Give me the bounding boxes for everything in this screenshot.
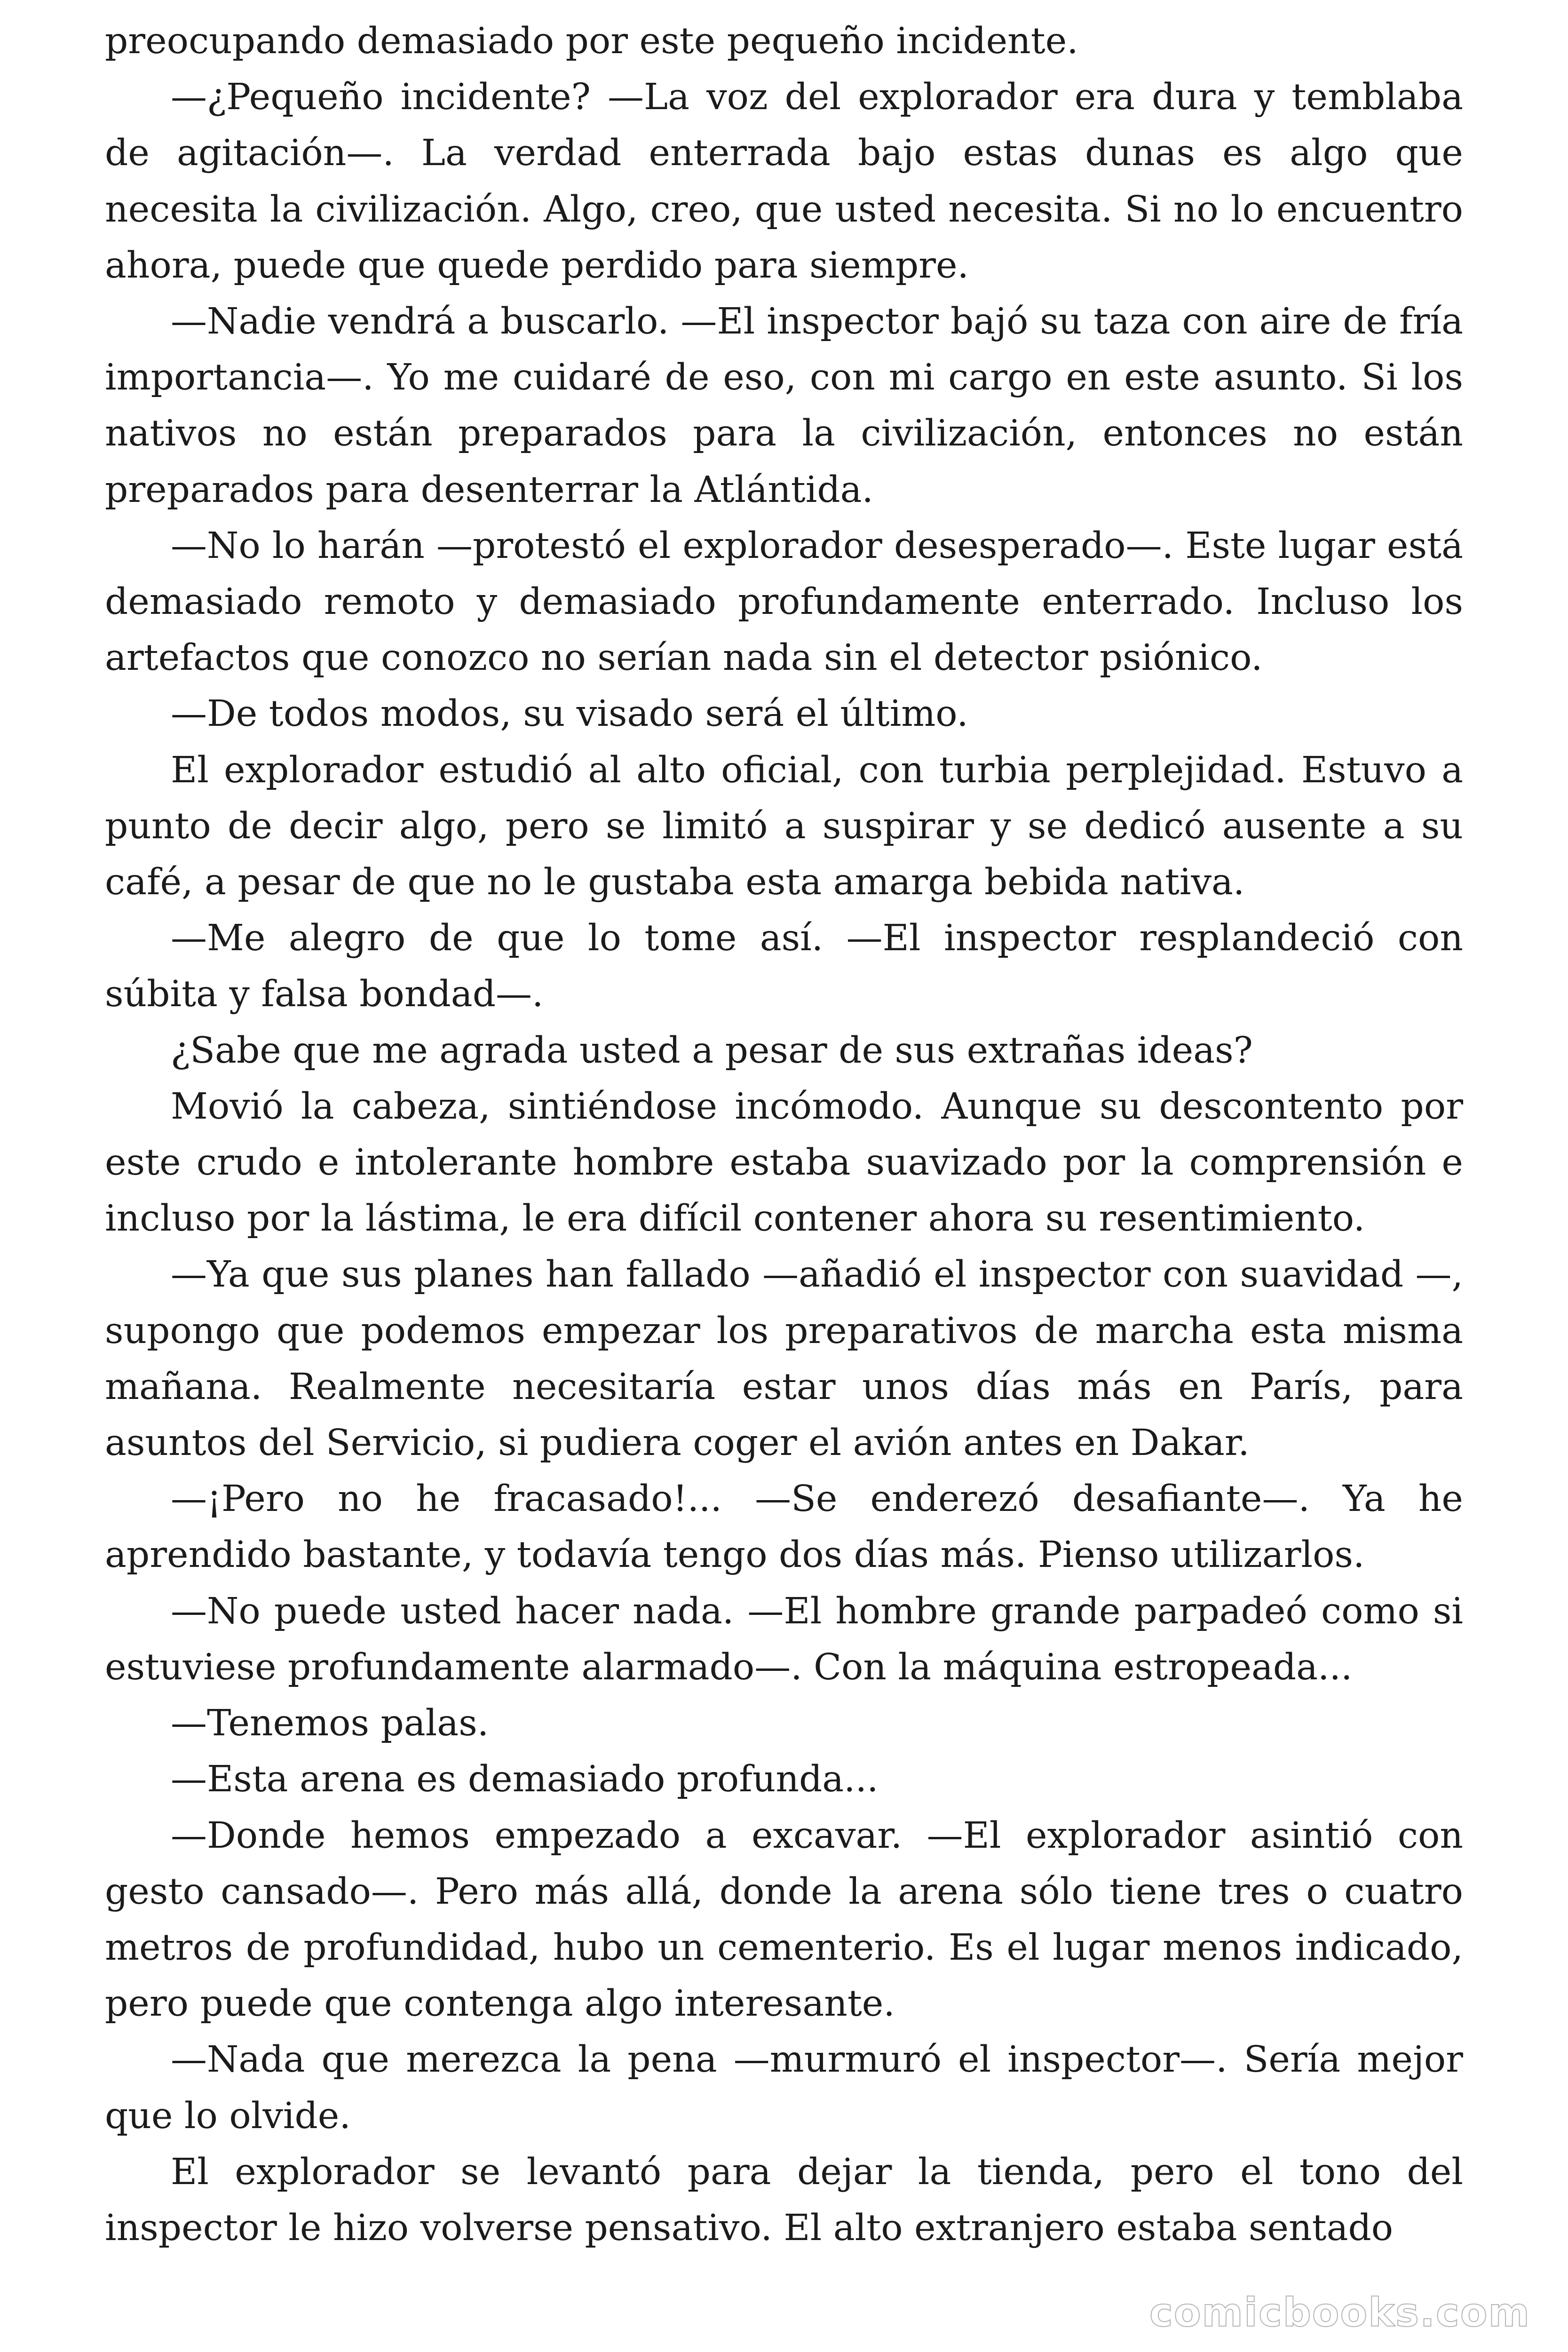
paragraph-1: preocupando demasiado por este pequeño incidente. <box>105 20 1078 62</box>
page-text <box>105 13 1463 2256</box>
paragraph-10: —Ya que sus planes han fallado —añadió el inspector con suavidad —, supongo que podemos empezar los preparativos de marcha esta misma mañana. Realmente necesitaría estar unos días más en París, para asuntos del Servicio, si pudiera coger el avión antes en Dakar. <box>105 1254 1463 1464</box>
watermark: comicbooks.com <box>1149 2289 1530 2336</box>
paragraph-8: ¿Sabe que me agrada usted a pesar de sus extrañas ideas? <box>171 1029 1253 1072</box>
paragraph-9: Movió la cabeza, sintiéndose incómodo. Aunque su descontento por este crudo e intolerante hombre estaba suavizado por la comprensión e incluso por la lástima, le era difícil contener ahora su resentimiento. <box>105 1085 1463 1240</box>
paragraph-15: —Donde hemos empezado a excavar. —El explorador asintió con gesto cansado—. Pero más allá, donde la arena sólo tiene tres o cuatro metros de profundidad, hubo un cementerio. Es el lugar menos indicado, pero puede que contenga algo interesante. <box>105 1814 1463 2025</box>
paragraph-13: —Tenemos palas. <box>171 1702 489 1745</box>
paragraph-17: El explorador se levantó para dejar la tienda, pero el tono del inspector le hizo volverse pensativo. El alto extranjero estaba sentado <box>105 2151 1463 2249</box>
paragraph-16: —Nada que merezca la pena —murmuró el inspector—. Sería mejor que lo olvide. <box>105 2039 1463 2137</box>
paragraph-7: —Me alegro de que lo tome así. —El inspector resplandeció con súbita y falsa bondad—. <box>105 917 1463 1016</box>
paragraph-11: —¡Pero no he fracasado!... —Se enderezó desafiante—. Ya he aprendido bastante, y todavía tengo dos días más. Pienso utilizarlos. <box>105 1478 1463 1576</box>
paragraph-2: —¿Pequeño incidente? —La voz del explorador era dura y temblaba de agitación—. La verdad enterrada bajo estas dunas es algo que necesita la civilización. Algo, creo, que usted necesita. Si no lo encuentro ahora, puede que quede perdido para siempre. <box>105 76 1463 286</box>
paragraph-12: —No puede usted hacer nada. —El hombre grande parpadeó como si estuviese profundamente alarmado—. Con la máquina estropeada... <box>105 1590 1463 1688</box>
paragraph-3: —Nadie vendrá a buscarlo. —El inspector bajó su taza con aire de fría importancia—. Yo me cuidaré de eso, con mi cargo en este asunto. Si los nativos no están preparados para la civilización, entonces no están preparados para desenterrar la Atlántida. <box>105 301 1463 511</box>
paragraph-6: El explorador estudió al alto oficial, con turbia perplejidad. Estuvo a punto de decir algo, pero se limitó a suspirar y se dedicó ausente a su café, a pesar de que no le gustaba esta amarga bebida nativa. <box>105 749 1463 904</box>
paragraph-14: —Esta arena es demasiado profunda... <box>171 1758 879 1801</box>
paragraph-4: —No lo harán —protestó el explorador desesperado—. Este lugar está demasiado remoto y demasiado profundamente enterrado. Incluso los artefactos que conozco no serían nada sin el detector psiónico. <box>105 524 1463 679</box>
paragraph-5: —De todos modos, su visado será el último. <box>171 693 968 735</box>
